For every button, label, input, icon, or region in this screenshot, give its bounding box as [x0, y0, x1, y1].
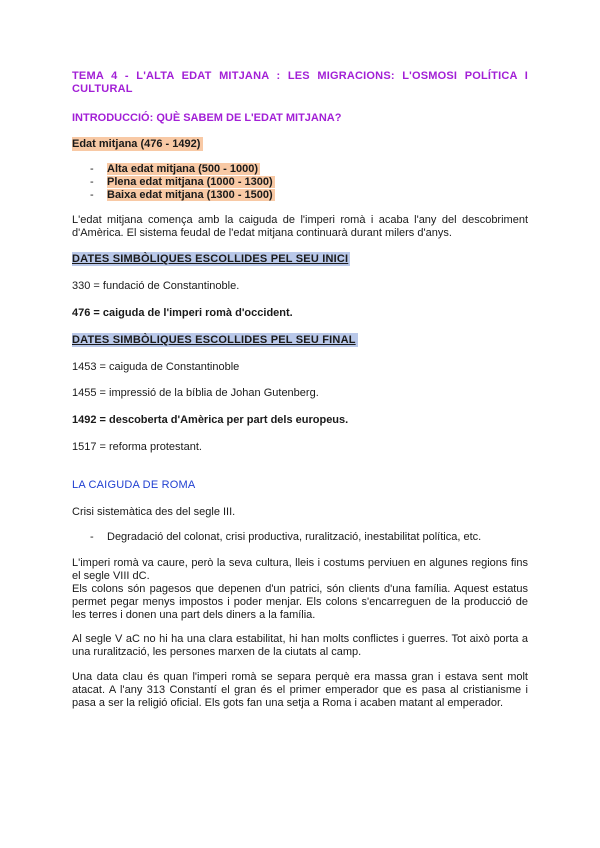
caiguda-intro: Crisi sistemàtica des del segle III.	[72, 505, 236, 518]
edat-mitjana-paragraph: L'edat mitjana comença amb la caiguda de l'imperi romà i acaba l'any del descobriment d'Amèrica. El sistema feudal de l'edat mitjana continuarà durant milers d'anys.	[72, 214, 528, 240]
caiguda-paragraph: Els colons són pagesos que depenen d'un patrici, són clients d'una família. Aquest estatus permet pegar menys impostos i poder menjar. Els colons s'encarreguen de la producció de les terres i donen una part dels diners a la família.	[72, 582, 528, 621]
list-item	[72, 531, 528, 544]
caiguda-paragraph: Una data clau és quan l'imperi romà se separa perquè era massa gran i estava sent molt atacat. A l'any 313 Constantí el gran és el primer emperador que es pasa al cristianisme i pasa a ser la religió oficial. Els gots fan una setja a Roma i acaben matant al emperador.	[72, 670, 528, 709]
caiguda-bullets	[72, 531, 528, 544]
document-page	[72, 70, 528, 709]
final-item: 1517 = reforma protestant.	[72, 440, 202, 453]
intro-heading: INTRODUCCIÓ: QUÈ SABEM DE L'EDAT MITJANA?	[72, 112, 342, 124]
dash-marker: -	[90, 188, 94, 201]
final-item: 1492 = descoberta d'Amèrica per part dels europeus.	[72, 414, 349, 427]
dash-marker: -	[90, 175, 94, 188]
final-heading: DATES SIMBÒLIQUES ESCOLLIDES PEL SEU FINAL	[72, 333, 356, 346]
bullet-text: Degradació del colonat, crisi productiva, ruralització, inestabilitat política, etc.	[107, 530, 482, 543]
edat-mitjana-heading: Edat mitjana (476 - 1492)	[72, 137, 203, 151]
dash-marker: -	[90, 163, 94, 175]
final-item: 1455 = impressió de la bíblia de Johan Gutenberg.	[72, 387, 319, 400]
periods-list	[72, 163, 528, 201]
document-title: TEMA 4 - L'ALTA EDAT MITJANA : LES MIGRACIONS: L'OSMOSI POLÍTICA I CULTURAL	[72, 70, 528, 95]
list-item	[72, 189, 528, 202]
list-item	[72, 176, 528, 189]
caiguda-paragraph: Al segle V aC no hi ha una clara estabilitat, hi han molts conflictes i guerres. Tot això porta a una ruralització, les persones marxen de la ciutats al camp.	[72, 633, 528, 659]
inici-item: 330 = fundació de Constantinoble.	[72, 279, 240, 292]
inici-heading: DATES SIMBÒLIQUES ESCOLLIDES PEL SEU INICI	[72, 252, 349, 265]
dash-marker: -	[90, 530, 94, 543]
list-item	[72, 163, 528, 176]
final-item: 1453 = caiguda de Constantinoble	[72, 360, 240, 373]
period-label: Plena edat mitjana (1000 - 1300)	[107, 175, 273, 188]
caiguda-heading: LA CAIGUDA DE ROMA	[72, 478, 196, 491]
caiguda-paragraph: L'imperi romà va caure, però la seva cultura, lleis i costums perviuen en algunes regions fins el segle VIII dC.	[72, 557, 528, 583]
period-label: Baixa edat mitjana (1300 - 1500)	[107, 188, 273, 201]
inici-item: 476 = caiguda de l'imperi romà d'occident.	[72, 306, 293, 319]
period-label: Alta edat mitjana (500 - 1000)	[107, 163, 259, 175]
